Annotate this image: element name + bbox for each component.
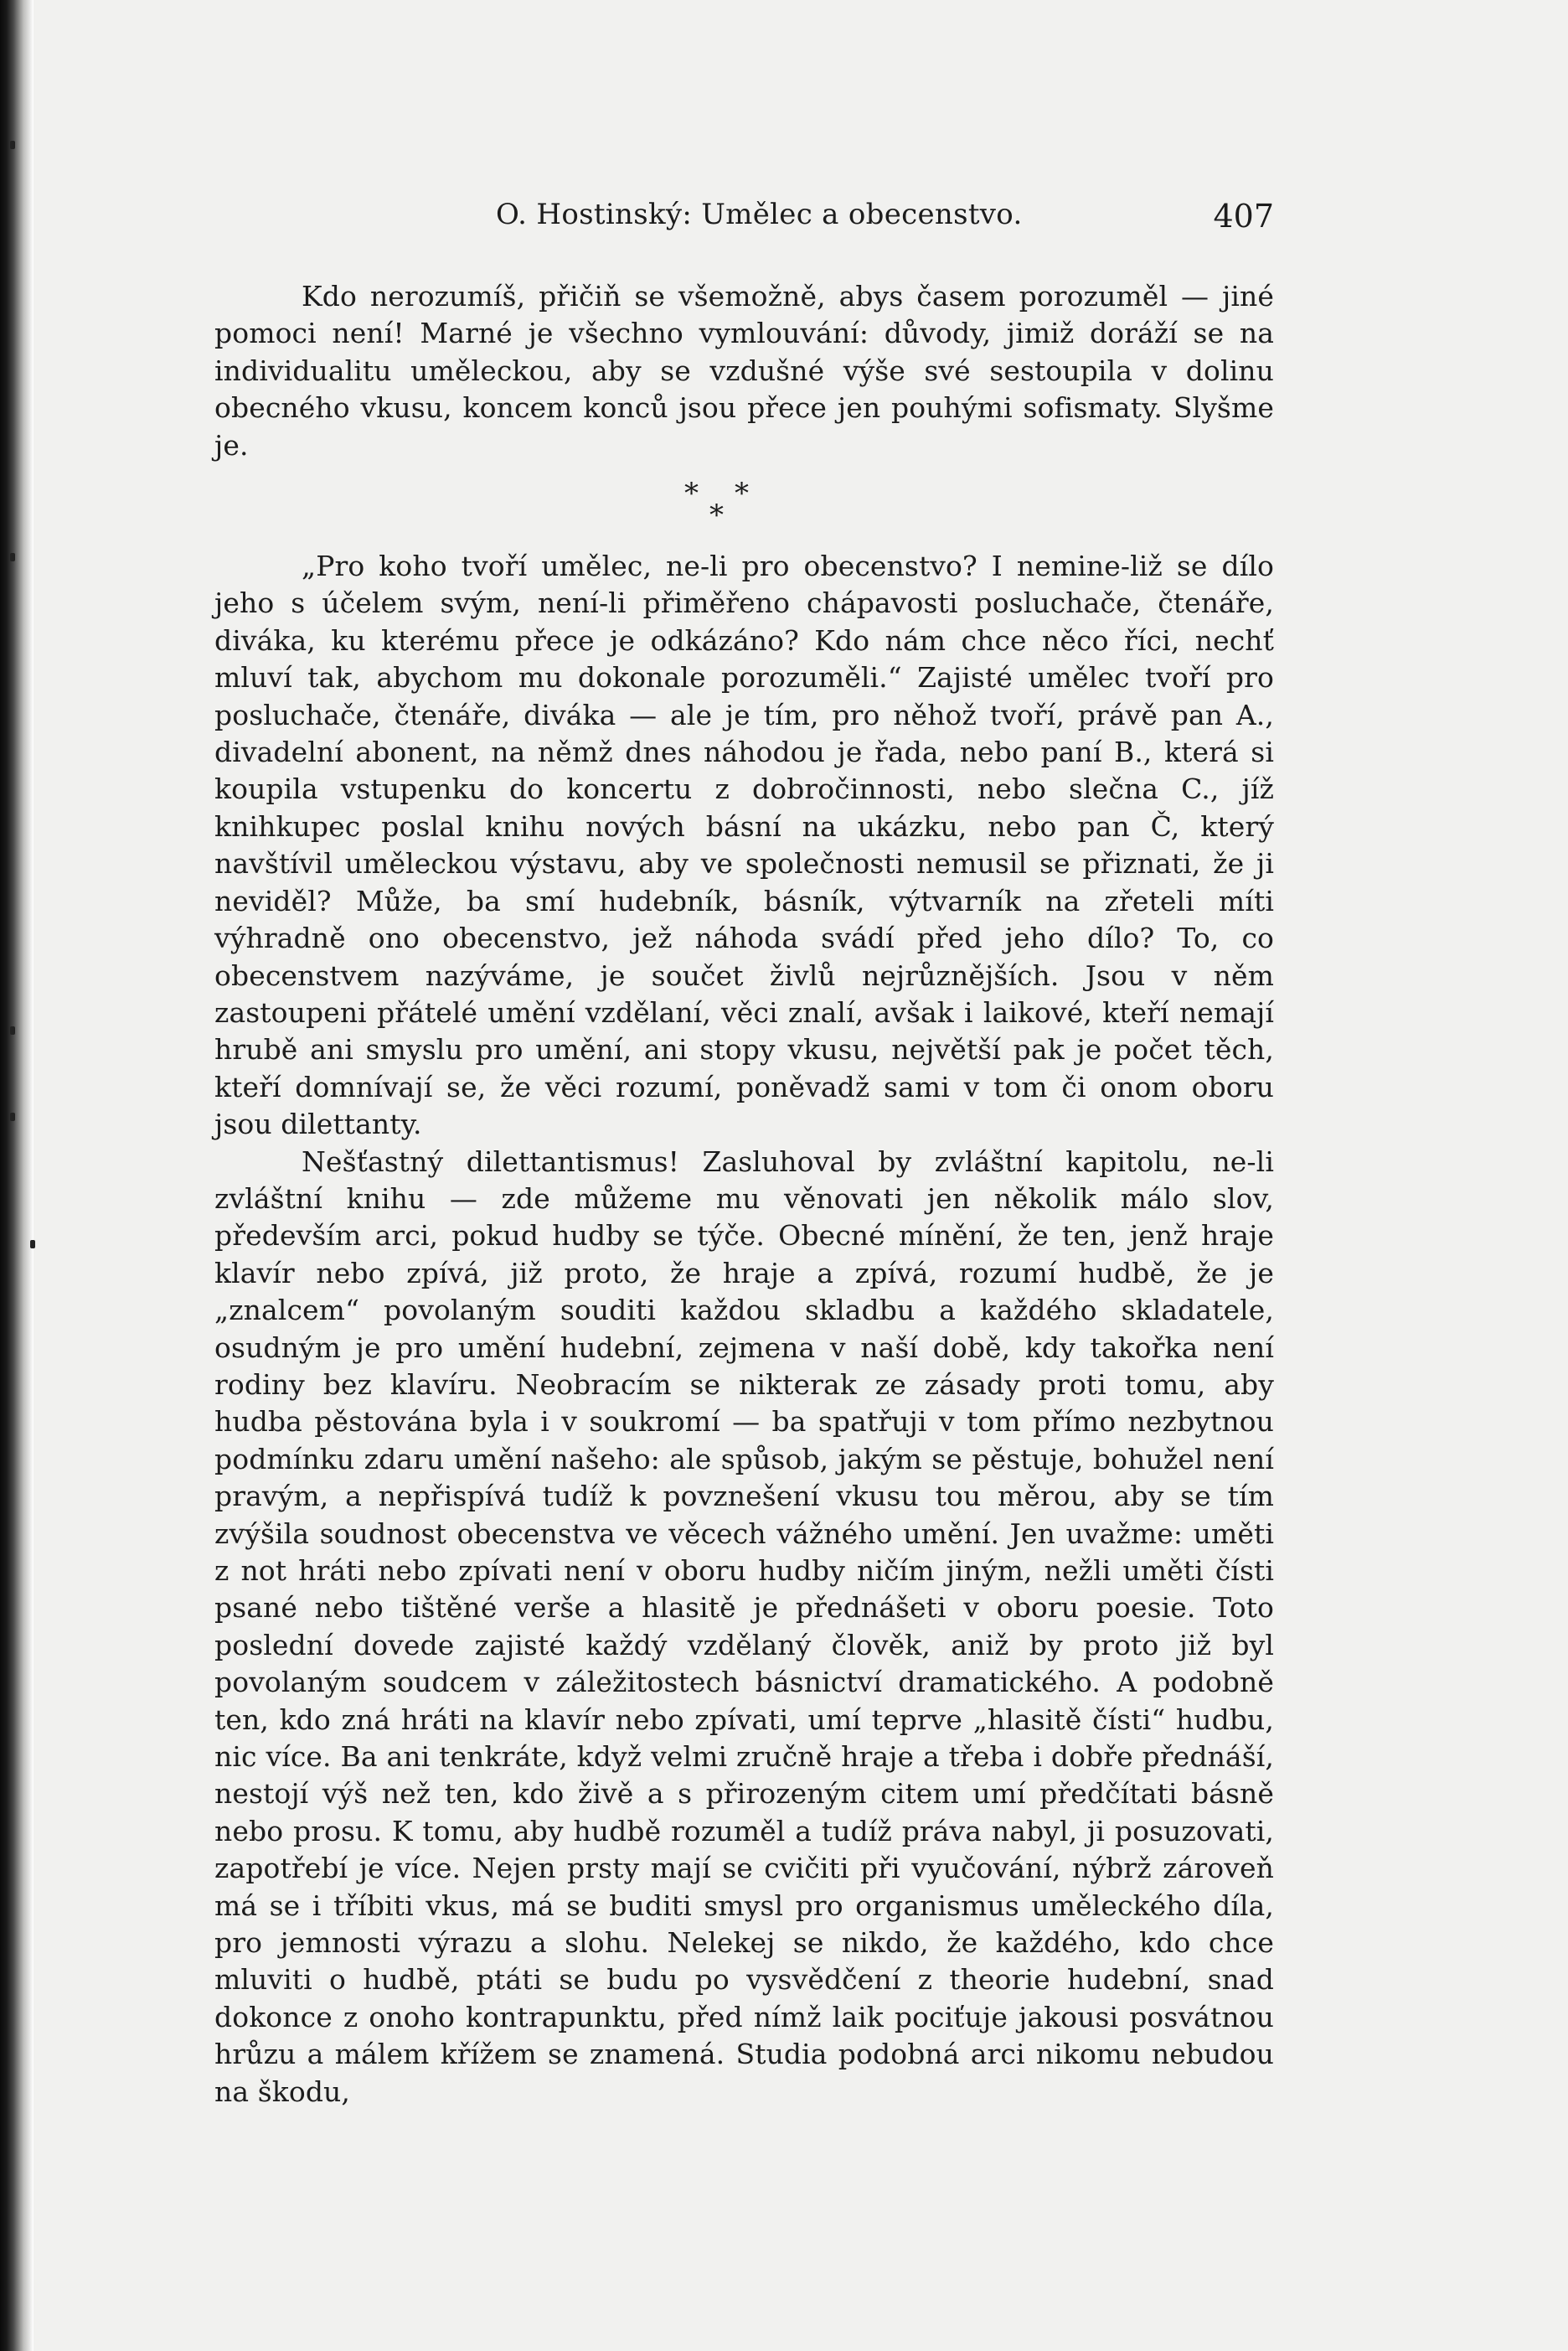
margin-speck	[10, 141, 15, 149]
margin-speck	[10, 553, 15, 561]
margin-speck	[10, 1113, 15, 1121]
asterism-star: *	[709, 499, 725, 533]
running-title: O. Hostinský: Umělec a obecenstvo.	[496, 198, 1023, 231]
scanned-binding-edge	[0, 0, 34, 2351]
paragraph: Kdo nerozumíš, přičiň se všemožně, abys časem porozuměl — jiné pomoci není! Marné je všechno vymlouvání: důvody, jimiž doráží se na individualitu uměleckou, aby se vzdušné výše své sestoupila v dolinu obecného vkusu, koncem konců jsou přece jen pouhými sofismaty. Slyšme je.	[214, 280, 1274, 462]
margin-speck	[30, 1240, 35, 1248]
page-number: 407	[1213, 198, 1274, 235]
paragraph: „Pro koho tvoří umělec, ne-li pro obecenstvo? I nemine-liž se dílo jeho s účelem svým, není-li přiměřeno chápavosti posluchače, čtenáře, diváka, ku kterému přece je odkázáno? Kdo nám chce něco říci, nechť mluví tak, abychom mu dokonale porozuměli.“ Zajisté umělec tvoří pro posluchače, čtenáře, diváka — ale je tím, pro něhož tvoří, právě pan A., divadelní abonent, na němž dnes náhodou je řada, nebo paní B., která si koupila vstupenku do koncertu z dobročinnosti, nebo slečna C., jíž knihkupec poslal knihu nových básní na ukázku, nebo pan Č, který navštívil uměleckou výstavu, aby ve společnosti nemusil se přiznati, že ji neviděl? Může, ba smí hudebník, básník, výtvarník na zřeteli míti výhradně ono obecenstvo, jež náhoda svádí před jeho dílo? To, co obecenstvem nazýváme, je součet živlů nejrůznějších. Jsou v něm zastoupeni přátelé umění vzdělaní, věci znalí, avšak i laikové, kteří nemají hrubě ani smyslu pro umění, ani stopy vkusu, největší pak je počet těch, kteří domnívají se, že věci rozumí, poněvadž sami v tom či onom oboru jsou dilettanty.	[214, 550, 1274, 1141]
section-asterism	[214, 464, 1274, 548]
asterism-star: *	[684, 477, 699, 511]
paragraph: Nešťastný dilettantismus! Zasluhoval by zvláštní kapitolu, ne-li zvláštní knihu — zde můžeme mu věnovati jen několik málo slov, především arci, pokud hudby se týče. Obecné mínění, že ten, jenž hraje klavír nebo zpívá, již proto, že hraje a zpívá, rozumí hudbě, že je „znalcem“ povolaným souditi každou skladbu a každého skladatele, osudným je pro umění hudební, zejmena v naší době, kdy takořka není rodiny bez klavíru. Neobracím se nikterak ze zásady proti tomu, aby hudba pěstována byla i v soukromí — ba spatřuji v tom přímo nezbytnou podmínku zdaru umění našeho: ale spůsob, jakým se pěstuje, bohužel není pravým, a nepřispívá tudíž k povznešení vkusu tou měrou, aby se tím zvýšila soudnost obecenstva ve věcech vážného umění. Jen uvažme: uměti z not hráti nebo zpívati není v oboru hudby ničím jiným, nežli uměti čísti psané nebo tištěné verše a hlasitě je přednášeti v oboru poesie. Toto poslední dovede zajisté každý vzdělaný člověk, aniž by proto již byl povolaným soudcem v záležitostech básnictví dramatického. A podobně ten, kdo zná hráti na klavír nebo zpívati, umí teprve „hlasitě čísti“ hudbu, nic více. Ba ani tenkráte, když velmi zručně hraje a třeba i dobře přednáší, nestojí výš než ten, kdo živě a s přirozeným citem umí předčítati básně nebo prosu. K tomu, aby hudbě rozuměl a tudíž práva nabyl, ji posuzovati, zapotřebí je více. Nejen prsty mají se cvičiti při vyučování, nýbrž zároveň má se i tříbiti vkus, má se buditi smysl pro organismus uměleckého díla, pro jemnosti výrazu a slohu. Nelekej se nikdo, že každého, kdo chce mluviti o hudbě, ptáti se budu po vysvědčení z theorie hudební, snad dokonce z onoho kontrapunktu, před nímž laik pociťuje jakousi posvátnou hrůzu a málem křížem se znamená. Studia podobná arci nikomu nebudou na škodu,	[214, 1144, 1274, 2108]
body-text	[214, 278, 1274, 2111]
asterism-star: *	[735, 477, 750, 511]
running-header	[214, 198, 1274, 240]
margin-speck	[10, 1026, 15, 1035]
